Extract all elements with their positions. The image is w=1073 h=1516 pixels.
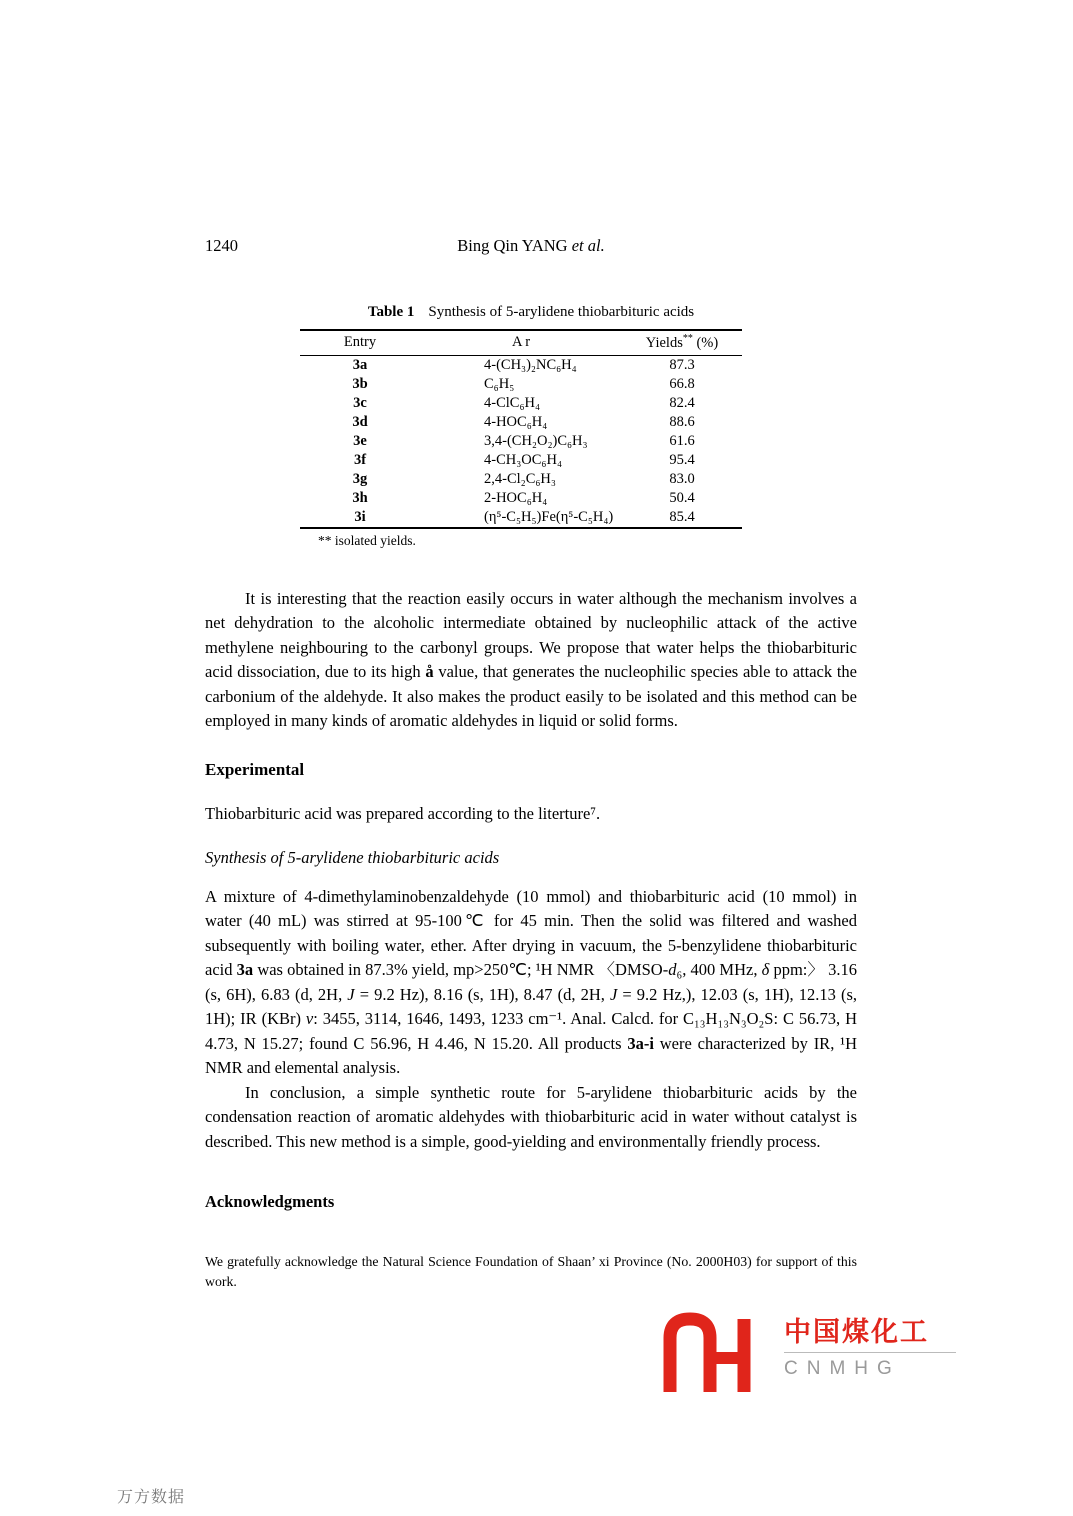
col-header-yields (622, 330, 742, 355)
cell-ar: 4-CH₃OC₆H₄ (484, 451, 563, 468)
logo-latin-text: CNMHG (784, 1358, 901, 1379)
yields-unit: (%) (696, 334, 719, 351)
table-caption-text: Synthesis of 5-arylidene thiobarbituric acids (428, 304, 695, 320)
running-etal: et al. (571, 236, 605, 255)
cell-entry: 3c (353, 394, 367, 411)
running-title (457, 236, 604, 255)
publisher-logo (660, 1312, 956, 1392)
cell-entry: 3d (352, 413, 368, 430)
conclusion-paragraph: In conclusion, a simple synthetic route for 5-arylidene thiobarbituric acids by the condensation reaction of aromatic aldehydes with thiobarbituric acid in water without catalyst is described. This new method is a simple, good-yielding and environmentally friendly process. (205, 1082, 857, 1151)
cell-yield: 87.3 (669, 356, 695, 373)
table-row (300, 355, 742, 375)
section-heading-acknowledgments: Acknowledgments (205, 1192, 335, 1212)
table-row (300, 470, 742, 489)
cell-yield: 82.4 (669, 394, 695, 411)
acknowledgments-paragraph: We gratefully acknowledge the Natural Science Foundation of Shaan’ xi Province (No. 2000H03) for support of this work. (205, 1254, 857, 1290)
cell-ar: 4-ClC₆H₄ (484, 394, 541, 411)
section-heading-experimental: Experimental (205, 759, 305, 779)
cell-ar: C₆H₅ (484, 375, 515, 392)
cell-entry: 3a (352, 356, 368, 373)
cnmhg-logo-icon (660, 1312, 772, 1392)
cell-entry: 3i (354, 508, 366, 525)
cell-yield: 61.6 (669, 432, 695, 449)
cell-yield: 95.4 (669, 451, 695, 468)
page-number: 1240 (205, 236, 238, 255)
cell-yield: 83.0 (669, 470, 695, 487)
logo-divider (784, 1352, 956, 1353)
cell-entry: 3g (352, 470, 368, 487)
cell-ar: 3,4-(CH₂O₂)C₆H₃ (484, 432, 588, 449)
table-header-row (300, 330, 742, 355)
cell-ar: 4-(CH₃)₂NC₆H₄ (484, 356, 577, 373)
table-row (300, 413, 742, 432)
cell-entry: 3b (352, 375, 368, 392)
cell-entry: 3e (353, 432, 367, 449)
cell-yield: 85.4 (669, 508, 695, 525)
cell-yield: 66.8 (669, 375, 695, 392)
yields-label: Yields (645, 334, 683, 351)
cell-ar: 2,4-Cl₂C₆H₃ (484, 470, 556, 487)
intro-paragraph: It is interesting that the reaction easily occurs in water although the mechanism involves a net dehydration to the alcoholic intermediate obtained by nucleophilic attack of the active methylene neighbouring to the carbonyl groups. We propose that water helps the thiobarbituric acid dissociation, due to its high å value, that generates the nucleophilic species able to attack the carbonium of the aldehyde. It also makes the product easily to be isolated and this method can be employed in many kinds of aromatic aldehydes in liquid or solid forms. (205, 588, 857, 731)
table-row (300, 451, 742, 470)
running-authors: Bing Qin YANG (457, 236, 572, 255)
table-caption (205, 304, 857, 321)
table-label: Table 1 (367, 304, 415, 320)
experimental-paragraph: A mixture of 4-dimethylaminobenzaldehyde (10 mmol) and thiobarbituric acid (10 mmol) in water (40 mL) was stirred at 95-100℃ for 45 min. Then the solid was filtered and washed subsequently with boiling water, ether. After drying in vacuum, the 5-benzylidene thiobarbituric acid 3a was obtained in 87.3% yield, mp>250℃; ¹H NMR 〈DMSO-d₆, 400 MHz, δ ppm:〉 3.16 (s, 6H), 6.83 (d, 2H, J = 9.2 Hz), 8.16 (s, 1H), 8.47 (d, 2H, J = 9.2 Hz,), 12.03 (s, 1H), 12.13 (s, 1H); IR (KBr) ν: 3455, 3114, 1646, 1493, 1233 cm⁻¹. Anal. Calcd. for C₁₃H₁₃N₃O₂S: C 56.73, H 4.73, N 15.27; found C 56.96, H 4.46, N 15.20. All products 3a-i were characterized by IR, ¹H NMR and elemental analysis. (205, 886, 858, 1078)
cell-ar: 4-HOC₆H₄ (484, 413, 548, 430)
cell-ar: (η⁵-C₅H₅)Fe(η⁵-C₅H₄) (484, 508, 614, 525)
watermark-text: 万方数据 (117, 1489, 186, 1506)
table-row (300, 508, 742, 528)
table-row (300, 375, 742, 394)
cell-yield: 50.4 (669, 489, 695, 506)
subsection-heading-synthesis: Synthesis of 5-arylidene thiobarbituric acids (205, 848, 500, 868)
col-header-entry: Entry (300, 330, 420, 355)
results-table (300, 329, 742, 529)
cell-yield: 88.6 (669, 413, 695, 430)
cell-ar: 2-HOC₆H₄ (484, 489, 548, 506)
table-row (300, 489, 742, 508)
table-row (300, 394, 742, 413)
running-head (205, 236, 857, 258)
yields-footnote-marker: ** (682, 333, 693, 344)
logo-chinese-text: 中国煤化工 (784, 1317, 929, 1347)
table-row (300, 432, 742, 451)
cell-entry: 3h (352, 489, 368, 506)
logo-text-block (784, 1312, 956, 1381)
table-footnote: ** isolated yields. (318, 532, 416, 548)
col-header-ar: A r (420, 330, 622, 355)
preparation-sentence: Thiobarbituric acid was prepared according to the literture⁷. (205, 803, 601, 823)
cell-entry: 3f (353, 451, 367, 468)
